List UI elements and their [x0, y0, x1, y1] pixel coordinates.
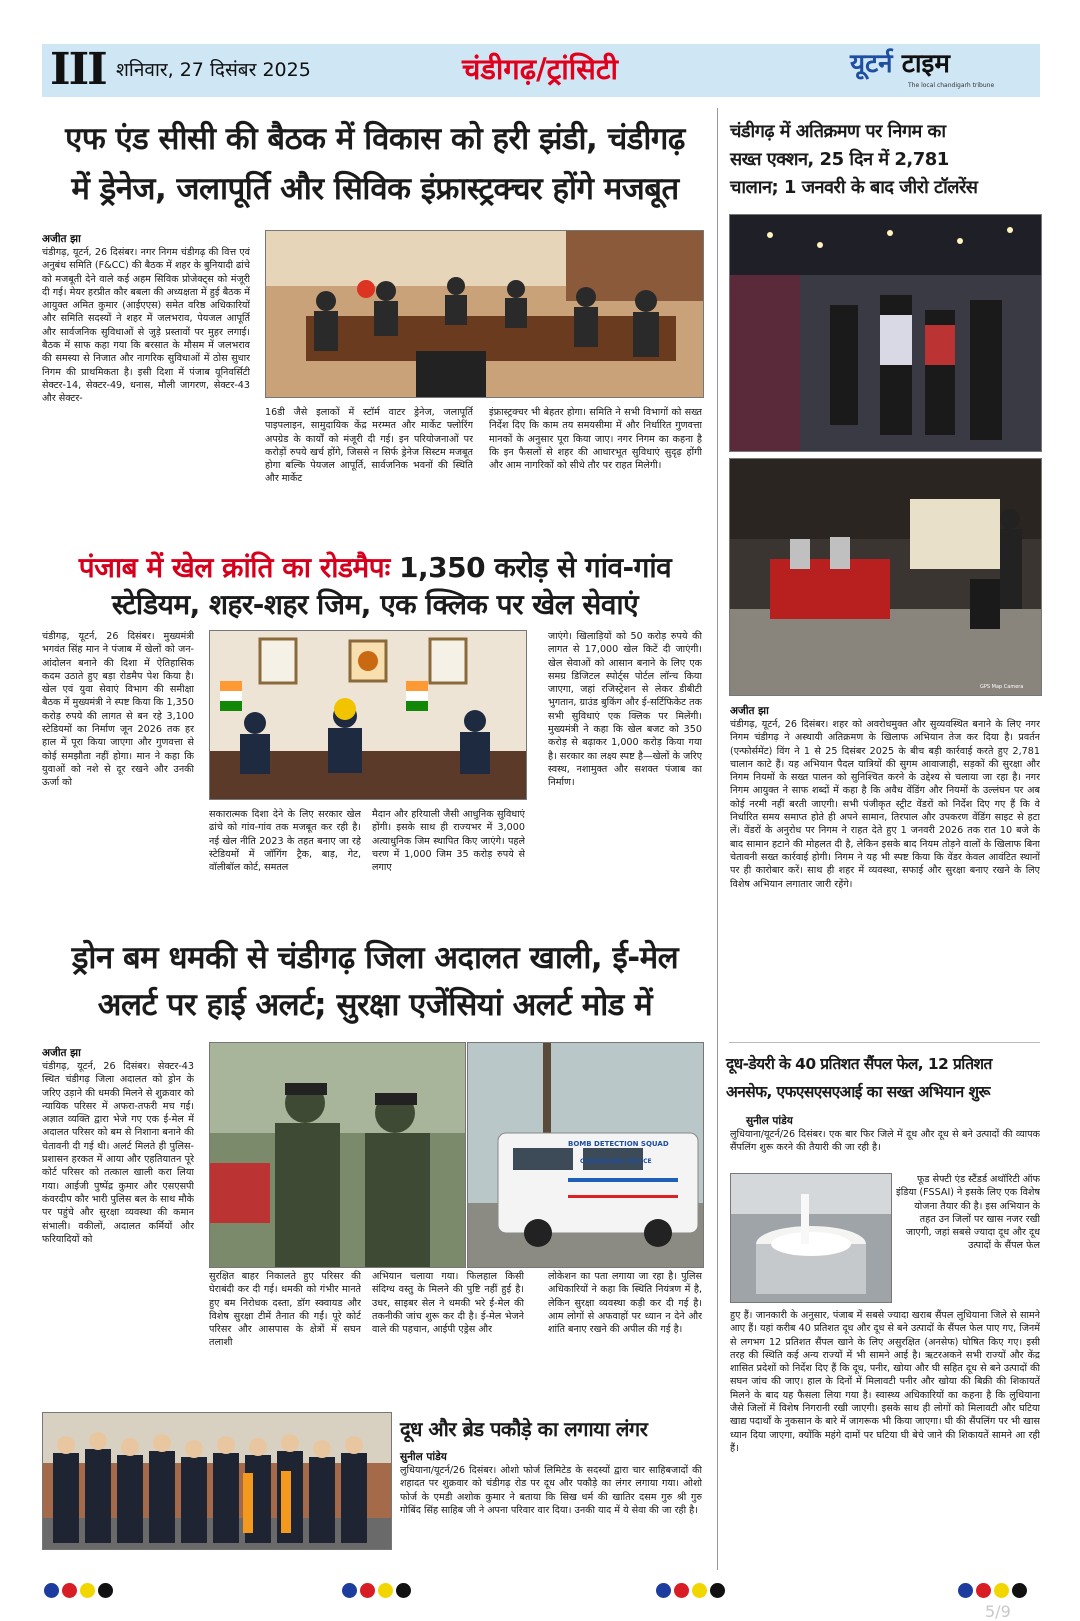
color-dot-red: [674, 1583, 689, 1598]
article5-headline-line2: सख्त एक्शन, 25 दिन में 2,781: [730, 149, 949, 170]
article6-byline: सुनील पांडेय: [746, 1115, 793, 1127]
article2-headline-line2: स्टेडियम, शहर-शहर जिम, एक क्लिक पर खेल सेवाएं: [111, 588, 639, 621]
article6-headline-line1: दूध-डेयरी के 40 प्रतिशत सैंपल फेल, 12 प्रतिशत: [726, 1055, 992, 1073]
edition-date: शनिवार, 27 दिसंबर 2025: [116, 59, 311, 81]
color-dot-yellow: [80, 1583, 95, 1598]
color-dot-red: [360, 1583, 375, 1598]
article1-byline: अजीत झा: [42, 233, 81, 245]
article2-column4: जाएंगे। खिलाड़ियों को 50 करोड़ रुपये की लागत से 17,000 खेल किटें दी जाएंगी। खेल सेवाओं को आसान बनाने के लिए एक समग्र डिजिटल स्पोर्ट्स पोर्टल लॉन्च किया जाएगा, जहां रजिस्ट्रेशन से लेकर डीबीटी भुगतान, ग्राउंड बुकिंग और ई-सर्टिफिकेट तक सभी सुविधाएं एक क्लिक पर मिलेंगी। मुख्यमंत्री ने कहा कि खेल बजट को 350 करोड़ से बढ़ाकर 1,000 करोड़ किया गया है। सरकार का लक्ष्य स्पष्ट है—खेलों के जरिए स्वस्थ, नशामुक्त और सशक्त पंजाब का निर्माण।: [548, 631, 702, 789]
color-dot-black: [1012, 1583, 1027, 1598]
logo-word-2: टाइम: [901, 49, 950, 79]
article1-column1: चंडीगढ़, यूटर्न, 26 दिसंबर। नगर निगम चंडीगढ़ की वित्त एवं अनुबंध समिति (F&CC) की बैठक में शहर के बुनियादी ढांचे को मजबूती देने वाले कई अहम सिविक प्रोजेक्ट्स को मंजूरी दी गई। मेयर हरप्रीत कौर बबला की अध्यक्षता में हुई बैठक में आयुक्त अमित कुमार (आईएएस) समेत वरिष्ठ अधिकारियों और समिति सदस्यों ने शहर में जलभराव, पेयजल आपूर्ति और सार्वजनिक सुविधाओं से जुड़े प्रस्तावों पर मुहर लगाई। बैठक में साफ कहा गया कि बरसात के मौसम में जलभराव की समस्या से निजात और नागरिक सुविधाओं में ठोस सुधार निगम की प्राथमिकता है। इसी दिशा में पंजाब यूनिवर्सिटी सेक्टर-14, सेक्टर-49, धनास, मौली जागरण, सेक्टर-43 और सेक्टर-: [42, 247, 250, 405]
article6-lead: लुधियाना/यूटर्न/26 दिसंबर। एक बार फिर जिले में दूध और दूध से बने उत्पादों की व्यापक सैंपलिंग शुरू करने की तैयारी की जा रही है।: [730, 1129, 1040, 1154]
article3-byline: अजीत झा: [42, 1047, 81, 1059]
article2-column3: मैदान और हरियाली जैसी आधुनिक सुविधाएं होंगी। इसके साथ ही राज्यभर में 3,000 अत्याधुनिक जिम स्थापित किए जाएंगे। पहले चरण में 1,000 जिम 35 करोड़ रुपये से लगाए: [372, 809, 525, 874]
color-dot-yellow: [994, 1583, 1009, 1598]
article2-column1: चंडीगढ़, यूटर्न, 26 दिसंबर। मुख्यमंत्री भगवंत सिंह मान ने पंजाब में खेलों को जन-आंदोलन बनाने की दिशा में ऐतिहासिक कदम उठाते हुए बड़ा रोडमैप पेश किया है। खेल एवं युवा सेवाएं विभाग की समीक्षा बैठक में मुख्यमंत्री ने स्पष्ट किया कि 1,350 करोड़ रुपये की लागत से बन रहे 3,100 स्टेडियमों का निर्माण जून 2026 तक हर हाल में पूरा किया जाएगा और गुणवत्ता से कोई समझौता नहीं होगा। मान ने कहा कि युवाओं को नशे से दूर रखने और उनकी ऊर्जा को: [42, 631, 194, 789]
bomb-squad-van-photo: [467, 1042, 704, 1268]
article4-body: लुधियाना/यूटर्न/26 दिसंबर। ओशो फोर्ज लिमिटेड के सदस्यों द्वारा चार साहिबजादों की शहादत पर शुक्रवार को चंडीगढ़ रोड पर दूध और पकौड़े का लंगर लगाया गया। ओशो फोर्ज के एमडी अशोक कुमार ने बताया कि सिख धर्म की खातिर दसम गुरु श्री गुरु गोबिंद सिंह साहिब जी ने अपना परिवार वार दिया। उनकी याद में ये सेवा की जा रही है।: [400, 1465, 702, 1516]
color-dot-black: [710, 1583, 725, 1598]
color-dot-blue: [44, 1583, 59, 1598]
color-dot-yellow: [692, 1583, 707, 1598]
color-dot-red: [976, 1583, 991, 1598]
van-label-1: BOMB DETECTION SQUAD: [568, 1140, 669, 1148]
sports-meeting-photo: [209, 630, 527, 800]
color-dot-black: [98, 1583, 113, 1598]
logo-tagline: The local chandigarh tribune: [908, 82, 995, 89]
column-divider: [717, 108, 718, 1570]
article3-column4: लोकेशन का पता लगाया जा रहा है। पुलिस अधिकारियों ने कहा कि स्थिति नियंत्रण में है, लेकिन सुरक्षा व्यवस्था कड़ी कर दी गई है। आम लोगों से अफवाहों पर ध्यान न देने और शांति बनाए रखने की अपील की गई है।: [548, 1271, 702, 1336]
color-dot-red: [62, 1583, 77, 1598]
article4-byline: सुनील पांडेय: [400, 1451, 447, 1463]
color-dot-blue: [958, 1583, 973, 1598]
article1-headline-line1: एफ एंड सीसी की बैठक में विकास को हरी झंडी, चंडीगढ़: [65, 121, 685, 157]
milk-sample-photo: [730, 1173, 892, 1303]
street-vendor-photo: [729, 458, 1042, 696]
article5-headline-line3: चालान; 1 जनवरी के बाद जीरो टॉलरेंस: [730, 177, 978, 198]
article3-column2: सुरक्षित बाहर निकालते हुए परिसर की घेराबंदी कर दी गई। धमकी को गंभीर मानते हुए बम निरोधक दस्ता, डॉग स्क्वायड और विशेष सुरक्षा टीमें तैनात की गईं। पूरे कोर्ट परिसर और आसपास के क्षेत्रों में सघन तलाशी: [209, 1271, 361, 1349]
langar-group-photo: [42, 1412, 392, 1550]
newspaper-logo: [850, 46, 1030, 92]
article3-headline-line1: ड्रोन बम धमकी से चंडीगढ़ जिला अदालत खाली, ई-मेल: [71, 940, 679, 976]
article5-headline-line1: चंडीगढ़ में अतिक्रमण पर निगम का: [730, 121, 946, 142]
section-title: चंडीगढ़/ट्रांसिटी: [461, 52, 619, 86]
market-crowd-photo: [729, 214, 1042, 452]
article6-body: हुए हैं। जानकारी के अनुसार, पंजाब में सबसे ज्यादा खराब सैंपल लुधियाना जिले से सामने आए हैं। यहां करीब 40 प्रतिशत दूध और दूध से बने उत्पादों के सैंपल फेल पाए गए, जिनमें से लगभग 12 प्रतिशत सैंपल खाने के लिए असुरक्षित (अनसेफ) घोषित किए गए। इसी तरह की स्थिति कई अन्य राज्यों में भी सामने आई है। ऋटरअकने सभी राज्यों और केंद्र शासित प्रदेशों को निर्देश दिए हैं कि दूध, पनीर, खोया और घी सहित दूध से बने उत्पादों की सघन जांच की जाए। हाल के दिनों में मिलावटी पनीर और खोया की बिक्री की शिकायतें मिलने के बाद यह फैसला लिया गया है। स्वास्थ्य अधिकारियों का कहना है कि लुधियाना जैसे जिलों में विशेष निगरानी रखी जाएगी। इसके साथ ही लोगों को मिलावटी और घटिया खाद्य पदार्थों के नुकसान के बारे में जागरूक भी किया जाएगा। घी की सैंपलिंग पर भी खास ध्यान दिया जाएगा, क्योंकि महंगे दामों पर घटिया घी बेचे जाने की शिकायतें सामने आ रही हैं।: [730, 1310, 1040, 1454]
color-dot-black: [396, 1583, 411, 1598]
article2-headline-rest: 1,350 करोड़ से गांव-गांव: [389, 551, 672, 584]
right-column-rule: [729, 1042, 1040, 1043]
article3-headline-line2: अलर्ट पर हाई अलर्ट; सुरक्षा एजेंसियां अलर्ट मोड में: [97, 987, 653, 1023]
logo-word-1: यूटर्न: [850, 49, 893, 79]
article5-byline: अजीत झा: [730, 705, 769, 717]
article1-column3: इंफ्रास्ट्रक्चर भी बेहतर होगा। समिति ने सभी विभागों को सख्त निर्देश दिए कि काम तय समयसीमा में और निर्धारित गुणवत्ता मानकों के अनुसार पूरा किया जाए। नगर निगम का कहना है कि इन फैसलों से शहर की आधारभूत सुविधाएं सुदृढ़ होंगी और आम नागरिकों को सीधे तौर पर राहत मिलेगी।: [489, 407, 702, 472]
van-label-2: CHANDIGARH POLICE: [580, 1158, 652, 1165]
article2-headline-line1: [40, 548, 710, 588]
article3-column1: चंडीगढ़, यूटर्न, 26 दिसंबर। सेक्टर-43 स्थित चंडीगढ़ जिला अदालत को ड्रोन के जरिए उड़ाने की धमकी मिलने से शुक्रवार को न्यायिक परिसर में अफरा-तफरी मच गई। अज्ञात व्यक्ति द्वारा भेजे गए एक ई-मेल में अदालत परिसर को बम से निशाना बनाने की चेतावनी दी गई थी। अलर्ट मिलते ही पुलिस-प्रशासन हरकत में आया और एहतियातन पूरे कोर्ट परिसर को तत्काल खाली करा लिया गया। आईजी पुष्पेंद्र कुमार और एसएसपी कंवरदीप कौर भारी पुलिस बल के साथ मौके पर पहुंचे और सुरक्षा व्यवस्था की कमान संभाली। वकीलों, अदालत कर्मियों और फरियादियों को: [42, 1061, 194, 1245]
color-dot-blue: [342, 1583, 357, 1598]
color-dot-yellow: [378, 1583, 393, 1598]
article1-headline-line2: में ड्रेनेज, जलापूर्ति और सिविक इंफ्रास्ट्रक्चर होंगे मजबूत: [71, 171, 679, 207]
article4-headline: दूध और ब्रेड पकौड़े का लगाया लंगर: [400, 1417, 648, 1441]
article3-column3: अभियान चलाया गया। फिलहाल किसी संदिग्ध वस्तु के मिलने की पुष्टि नहीं हुई है। उधर, साइबर सेल ने धमकी भरे ई-मेल की तकनीकी जांच शुरू कर दी है। ई-मेल भेजने वाले की पहचान, आईपी एड्रेस और: [372, 1271, 524, 1336]
article2-column2: सकारात्मक दिशा देने के लिए सरकार खेल ढांचे को गांव-गांव तक मजबूत कर रही है। नई खेल नीति 2023 के तहत बनाए जा रहे स्टेडियमों में जॉगिंग ट्रैक, बाड़, गेट, वॉलीबॉल कोर्ट, समतल: [209, 809, 361, 874]
article1-column2: 16डी जैसे इलाकों में स्टॉर्म वाटर ड्रेनेज, जलापूर्ति पाइपलाइन, सामुदायिक केंद्र मरम्मत और मार्केट फ्लोरिंग अपग्रेड के कार्यों को मंजूरी दी गई। इन परियोजनाओं पर करोड़ों रुपये खर्च होंगे, जिससे न सिर्फ ड्रेनेज सिस्टम मजबूत होगा बल्कि पेयजल आपूर्ति, सार्वजनिक भवनों की स्थिति और मार्केट: [265, 407, 473, 485]
police-officers-photo: [209, 1042, 466, 1268]
page-number: III: [50, 44, 106, 95]
photo-watermark: GPS Map Camera: [980, 684, 1024, 690]
meeting-photo: [265, 230, 704, 398]
article6-headline-line2: अनसेफ, एफएसएसएआई का सख्त अभियान शुरू: [726, 1083, 990, 1101]
article5-body: चंडीगढ़, यूटर्न, 26 दिसंबर। शहर को अवरोधमुक्त और सुव्यवस्थित बनाने के लिए नगर निगम चंडीगढ़ ने अस्थायी अतिक्रमण के खिलाफ अभियान तेज कर दिया है। प्रवर्तन (एन्फोर्समेंट) विंग ने 1 से 25 दिसंबर 2025 के बीच बड़ी कार्रवाई करते हुए 2,781 चालान काटे हैं। यह अभियान पैदल यात्रियों की सुगम आवाजाही, सड़कों की सुरक्षा और निगम नियमों के सख्त पालन को सुनिश्चित करने के उद्देश्य से चलाया जा रहा है। नगर निगम आयुक्त ने साफ शब्दों में कहा है कि अवैध वेंडिंग और नियमों के उल्लंघन पर अब कोई नरमी नहीं बरती जाएगी। सभी पंजीकृत स्ट्रीट वेंडरों को निर्देश दिए गए हैं कि वे निर्धारित समय समाप्त होते ही अपने सामान, तिरपाल और उपकरण वेंडिंग साइट से हटा लें। वेंडरों के अनुरोध पर निगम ने राहत देते हुए 1 जनवरी 2026 तक रात 10 बजे के बाद सामान हटाने की मोहलत दी है, लेकिन इसके बाद नियम तोड़ने वालों के खिलाफ बिना चेतावनी सख्त कार्रवाई होगी। निगम ने यह भी स्पष्ट किया कि वेंडर केवल आवंटित स्थानों पर ही कारोबार करें। साथ ही शहर में व्यवस्था, सफाई और सुरक्षा बनाए रखने के लिए विशेष अभियान लगातार जारी रहेंगे।: [730, 719, 1040, 890]
article2-headline-highlight: पंजाब में खेल क्रांति का रोडमैपः: [78, 551, 390, 584]
article6-beside-photo: फूड सेफ्टी एंड स्टैंडर्ड अथॉरिटी ऑफ इंडिया (FSSAI) ने इसके लिए एक विशेष योजना तैयार की है। इस अभियान के तहत उन जिलों पर खास नजर रखी जाएगी, जहां सबसे ज्यादा दूध और दूध उत्पादों के सैंपल फेल: [896, 1174, 1040, 1252]
page-indicator: 5/9: [985, 1602, 1011, 1621]
color-dot-blue: [656, 1583, 671, 1598]
